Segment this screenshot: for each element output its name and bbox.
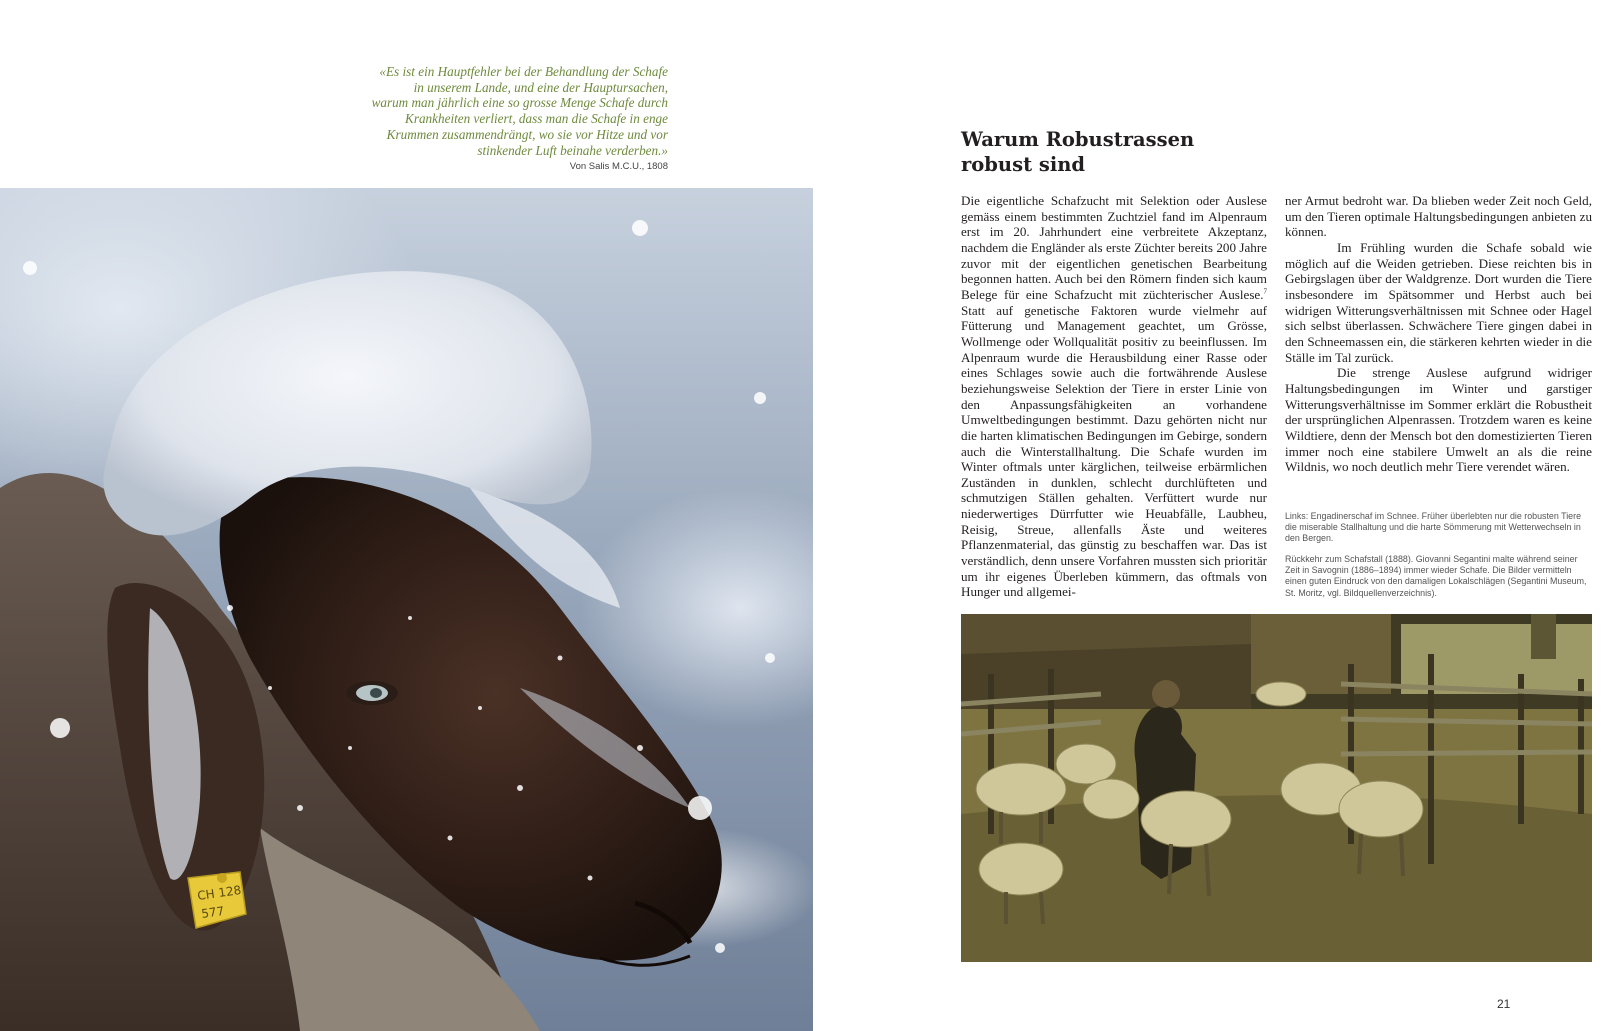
sheep-illustration: [0, 188, 813, 1031]
headline-line: Warum Robustrassen: [961, 128, 1195, 151]
quote-line: Krummen zusammendrängt, wo sie vor Hitze und vor: [386, 126, 668, 142]
article-headline: [961, 127, 1194, 177]
quote-line: stinkender Luft beinahe verderben.»: [477, 142, 668, 158]
caption-sheep-photo: Links: Engadinerschaf im Schnee. Früher überlebten nur die robusten Tiere die miserable Stallhaltung und die harte Sömmerung mit Wetterwechseln in den Bergen.: [1285, 511, 1582, 544]
painting-illustration: [961, 614, 1592, 962]
painting-return-to-sheepfold: [961, 614, 1592, 962]
headline-line: robust sind: [961, 153, 1086, 176]
body-paragraph: [961, 193, 1267, 600]
photo-sheep-in-snow: [0, 188, 813, 1031]
body-text: Statt auf genetische Faktoren wurde vielmehr auf Fütterung und Management geachtet, um Grösse, Wollmenge oder Wollqualität positiv zu beeinflussen. Im Alpenraum wurde die Herausbildung einer Rasse oder eines Schlages sowie auch die fortwährende Auslese beziehungsweise Selektion der Tiere in erster Linie von den Anpassungsfähigkeiten an vorhandene Umweltbedingungen bestimmt. Dazu gehörten nicht nur die harten klimatischen Bedingungen im Gebirge, sondern auch die Winterstallhaltung. Die Schafe wurden im Winter oftmals unter kärglichen, teilweise erbärmlichen Zuständen in dunklen, schlecht durchlüfteten und schmutzigen Ställen gehalten. Verfüttert wurde nur niederwertiges Dürrfutter wie Heuabfälle, Laubheu, Reisig, Streue, allenfalls Äste und weiteres Pflanzenmaterial, das günstig zu beschaffen war. Das ist verständlich, denn unsere Vorfahren mussten sich prioritär um ihr eigenes Überleben kümmern, das oftmals von Hunger und allgemei-: [961, 302, 1267, 600]
quote-line: «Es ist ein Hauptfehler bei der Behandlung der Schafe: [379, 64, 668, 79]
body-text: Die eigentliche Schafzucht mit Selektion oder Auslese gemäss einem bestimmten Zuchtziel fand im Alpenraum erst im 20. Jahrhundert eine verbreitete Akzeptanz, nachdem die Engländer als erste Züchter bereits 200 Jahre zuvor mit der eigentlichen genetischen Bearbeitung begonnen hatten. Auch bei den Römern finden sich kaum Belege für eine Schafzucht mit züchterischer Auslese.: [961, 193, 1267, 302]
quote-line: in unserem Lande, und eine der Hauptursachen,: [413, 79, 668, 95]
body-column-1: [961, 193, 1267, 600]
ear-tag-number-top: CH 128: [196, 882, 243, 903]
body-paragraph: Im Frühling wurden die Schafe sobald wie möglich auf die Weiden getrieben. Diese reichten bis in Gebirgslagen über der Waldgrenze. Dort wurden die Tiere insbesondere im Spätsommer und Herbst auch bei widrigen Witterungsverhältnissen mit Schnee oder Hagel sich selbst überlassen. Schwächere Tiere gingen dabei in den Schneemassen ein, die stärkeren kehrten wieder in die Ställe im Tal zurück.: [1285, 239, 1592, 365]
quote-line: warum man jährlich eine so grosse Menge Schafe durch: [371, 95, 668, 111]
quote-source: Von Salis M.C.U., 1808: [569, 161, 668, 172]
ear-tag-number-bottom: 577: [200, 903, 226, 921]
pull-quote: [330, 64, 668, 158]
body-column-2: [1285, 193, 1592, 475]
body-paragraph: Die strenge Auslese aufgrund widriger Haltungsbedingungen im Winter und garstiger Witterungsverhältnisse im Sommer erklärt die Robustheit der ursprünglichen Alpenrassen. Trotzdem waren es keine Wildtiere, denn der Mensch bot den domestizierten Tieren immer noch eine stabilere Umwelt an als die reine Wildnis, wo noch deutlich mehr Tiere verendet wären.: [1285, 365, 1592, 475]
page-number: 21: [1497, 997, 1511, 1011]
quote-line: Krankheiten verliert, dass man die Schafe in enge: [405, 111, 668, 127]
body-paragraph: ner Armut bedroht war. Da blieben weder Zeit noch Geld, um den Tieren optimale Haltungsbedingungen anbieten zu können.: [1285, 193, 1592, 240]
caption-painting: Rückkehr zum Schafstall (1888). Giovanni Segantini malte während seiner Zeit in Savognin (1886–1894) immer wieder Schafe. Die Bilder vermitteln einen guten Eindruck von den damaligen Lokalschlägen (Segantini Museum, St. Moritz, vgl. Bildquellenverzeichnis).: [1285, 554, 1587, 598]
footnote-marker: 7: [1263, 287, 1267, 296]
